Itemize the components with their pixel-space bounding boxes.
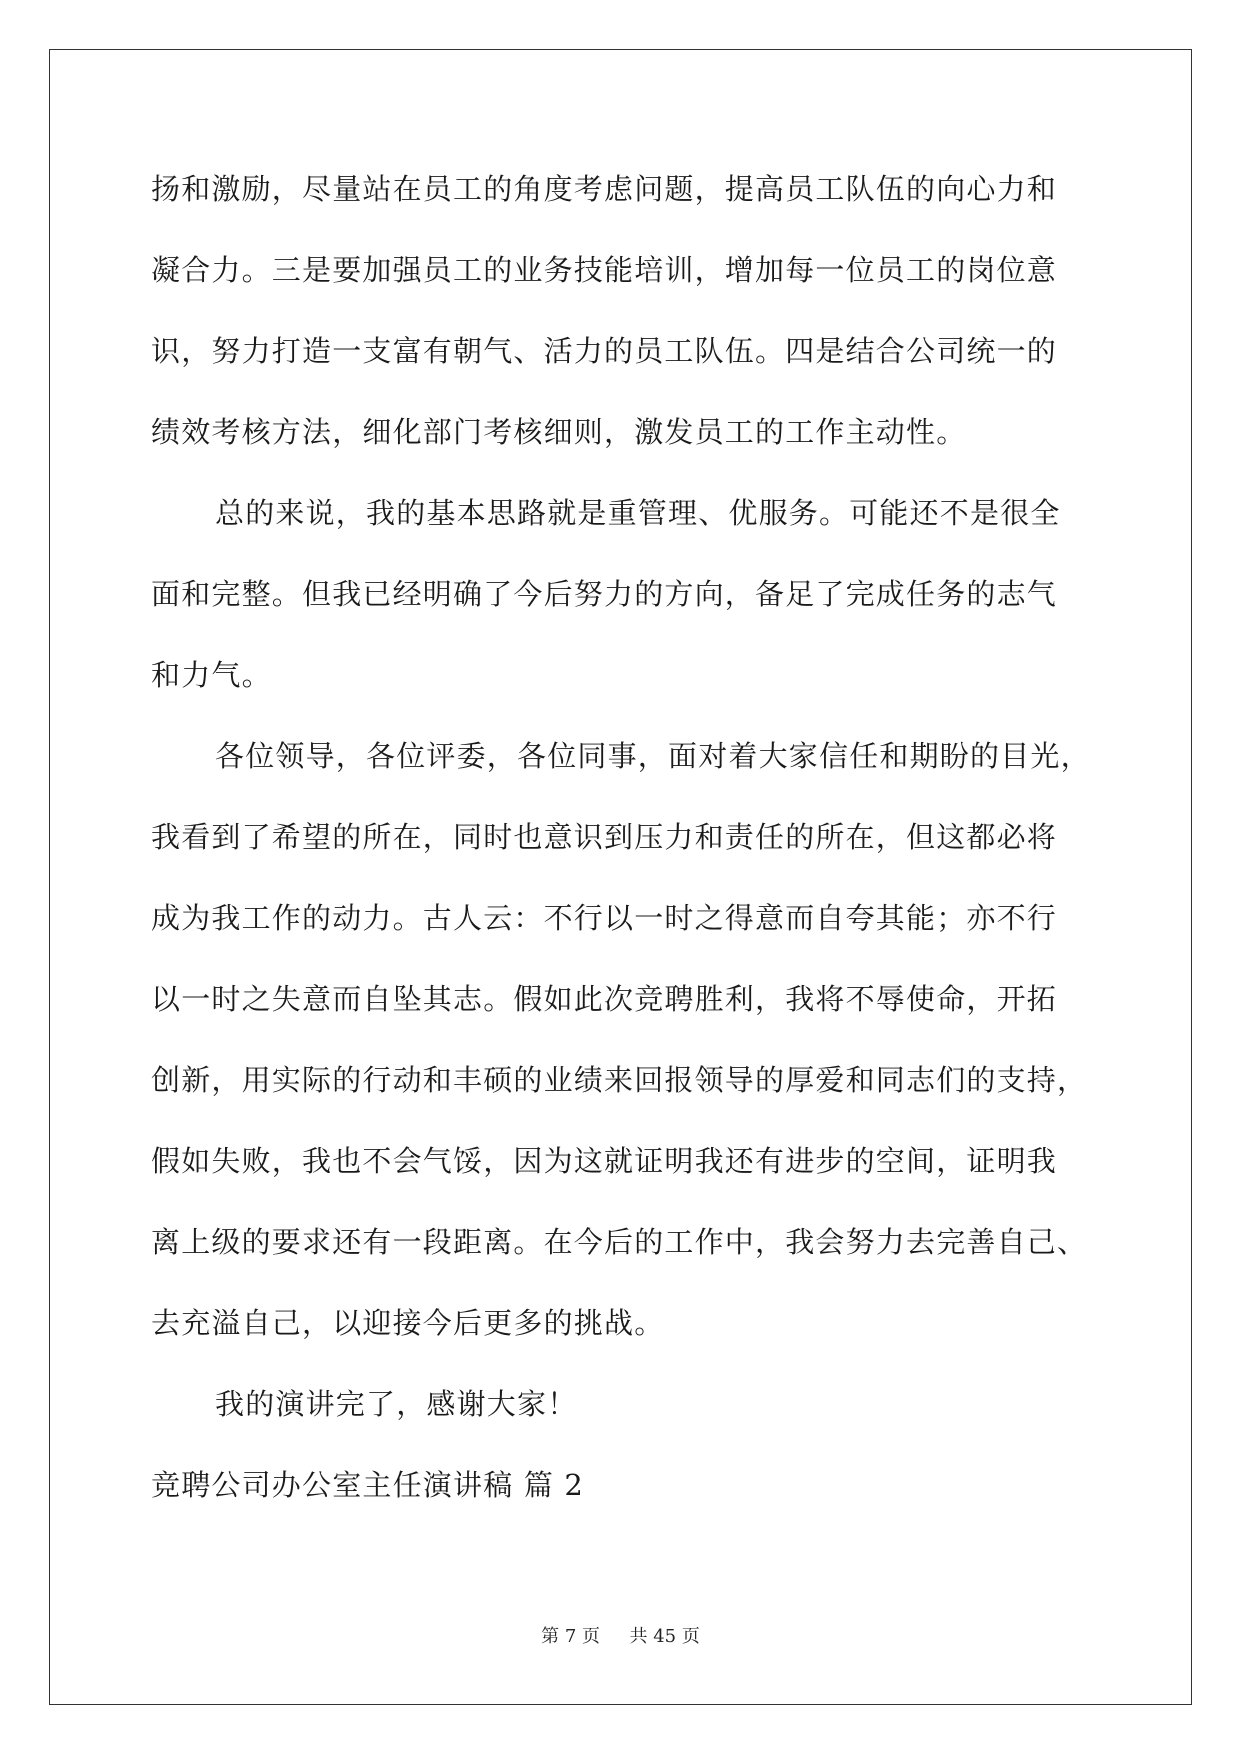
total-pages: 共 45 页	[629, 1626, 700, 1647]
body-line: 以一时之失意而自坠其志。假如此次竞聘胜利，我将不辱使命，开拓	[151, 982, 1058, 1016]
body-line: 离上级的要求还有一段距离。在今后的工作中，我会努力去完善自己、	[151, 1225, 1088, 1259]
body-line: 创新，用实际的行动和丰硕的业绩来回报领导的厚爱和同志们的支持，	[151, 1063, 1088, 1097]
body-line: 各位领导，各位评委，各位同事，面对着大家信任和期盼的目光，	[215, 739, 1091, 773]
body-line: 我的演讲完了，感谢大家！	[215, 1387, 578, 1421]
section-heading: 竞聘公司办公室主任演讲稿 篇 2	[151, 1468, 585, 1502]
page-footer	[0, 1622, 1241, 1648]
body-line: 成为我工作的动力。古人云：不行以一时之得意而自夸其能；亦不行	[151, 901, 1058, 935]
body-line: 凝合力。三是要加强员工的业务技能培训，增加每一位员工的岗位意	[151, 253, 1058, 287]
body-line: 总的来说，我的基本思路就是重管理、优服务。可能还不是很全	[215, 496, 1061, 530]
body-line: 绩效考核方法，细化部门考核细则，激发员工的工作主动性。	[151, 415, 967, 449]
body-line: 扬和激励，尽量站在员工的角度考虑问题，提高员工队伍的向心力和	[151, 172, 1058, 206]
body-line: 去充溢自己，以迎接今后更多的挑战。	[151, 1306, 665, 1340]
body-line: 识，努力打造一支富有朝气、活力的员工队伍。四是结合公司统一的	[151, 334, 1058, 368]
body-line: 和力气。	[151, 658, 272, 692]
document-body	[151, 160, 1091, 1537]
body-line: 我看到了希望的所在，同时也意识到压力和责任的所在，但这都必将	[151, 820, 1058, 854]
page-number: 第 7 页	[541, 1626, 601, 1647]
body-line: 面和完整。但我已经明确了今后努力的方向，备足了完成任务的志气	[151, 577, 1058, 611]
body-line: 假如失败，我也不会气馁，因为这就证明我还有进步的空间，证明我	[151, 1144, 1058, 1178]
